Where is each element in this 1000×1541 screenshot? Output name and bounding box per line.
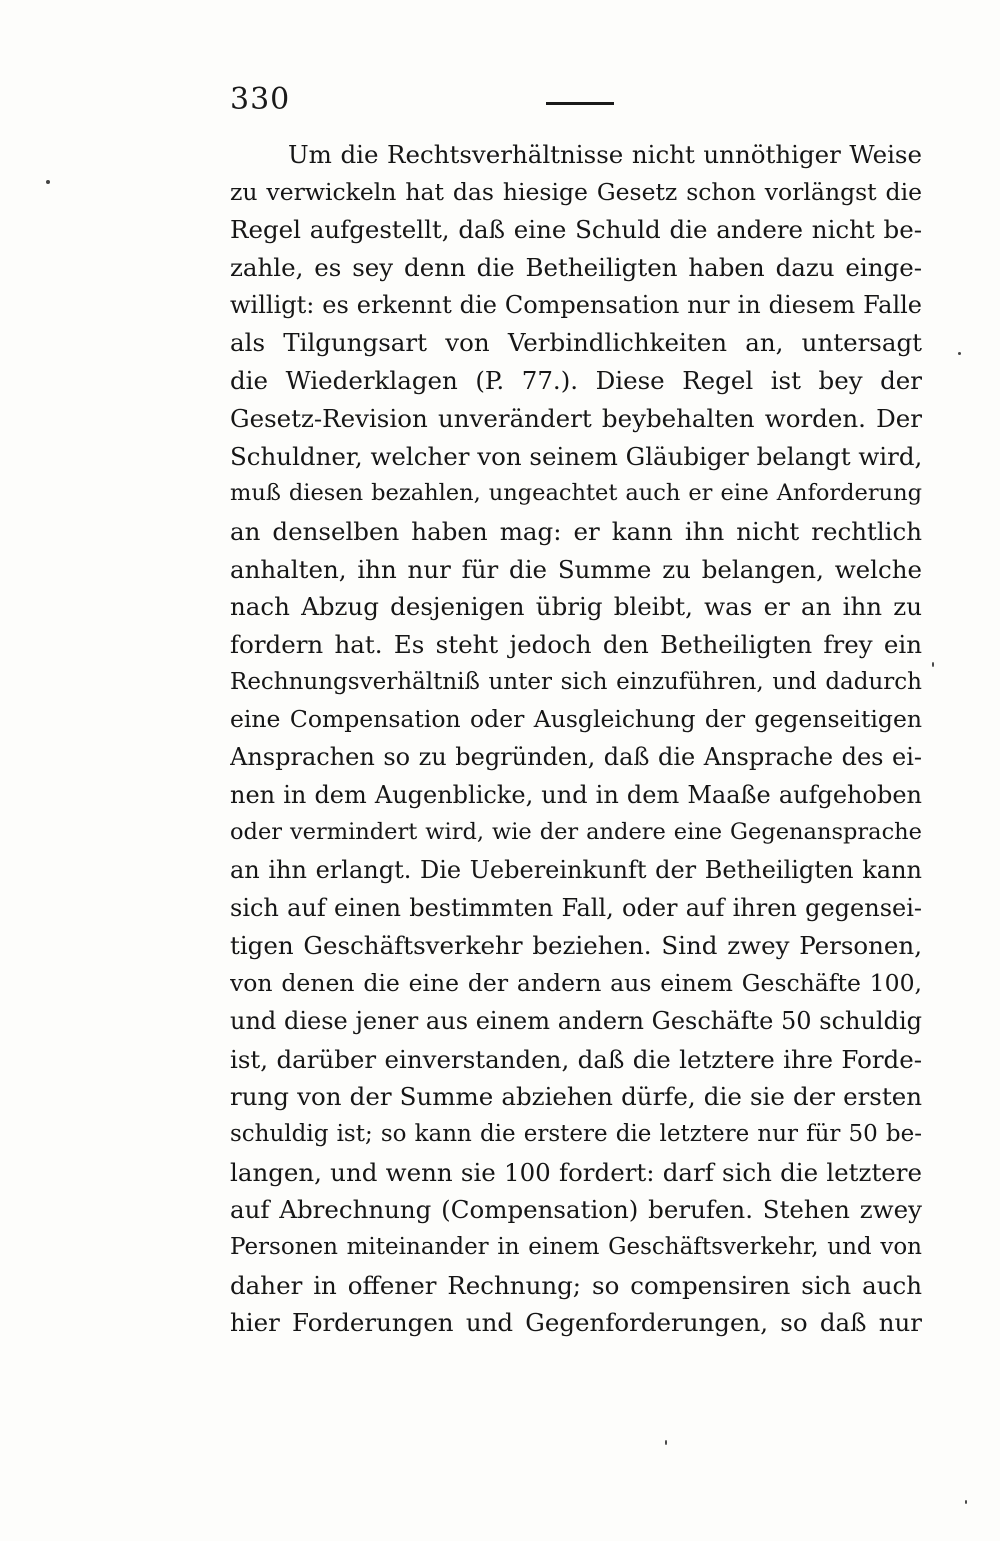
body-text bbox=[230, 136, 922, 1342]
text-line: nach Abzug desjenigen übrig bleibt, was er an ihn zu bbox=[230, 592, 922, 622]
text-line: die Wiederklagen (P. 77.). Diese Regel ist bey der bbox=[230, 366, 922, 396]
text-line: Gesetz-Revision unverändert beybehalten worden. Der bbox=[230, 403, 922, 433]
text-line: Schuldner, welcher von seinem Gläubiger belangt wird, bbox=[230, 441, 922, 471]
text-line: hier Forderungen und Gegenforderungen, so daß nur bbox=[230, 1308, 922, 1338]
text-line: nen in dem Augenblicke, und in dem Maaße aufgehoben bbox=[230, 780, 922, 809]
text-line: zahle, es sey denn die Betheiligten haben dazu einge- bbox=[230, 253, 922, 283]
print-speck bbox=[932, 662, 934, 667]
text-line: tigen Geschäftsverkehr beziehen. Sind zwey Personen, bbox=[230, 931, 922, 961]
text-line: auf Abrechnung (Compensation) berufen. Stehen zwey bbox=[230, 1195, 922, 1225]
text-line: Personen miteinander in einem Geschäftsverkehr, und von bbox=[230, 1233, 922, 1260]
print-speck bbox=[665, 1440, 667, 1445]
text-line: anhalten, ihn nur für die Summe zu belangen, welche bbox=[230, 554, 922, 584]
text-line: als Tilgungsart von Verbindlichkeiten an, untersagt bbox=[230, 328, 922, 358]
page-header bbox=[230, 80, 925, 124]
text-line: oder vermindert wird, wie der andere eine Gegenansprache bbox=[230, 819, 922, 846]
text-line: an ihn erlangt. Die Uebereinkunft der Betheiligten kann bbox=[230, 856, 922, 885]
page-number: 330 bbox=[230, 82, 291, 117]
text-line: an denselben haben mag: er kann ihn nicht rechtlich bbox=[230, 516, 922, 546]
text-line: Regel aufgestellt, daß eine Schuld die andere nicht be- bbox=[230, 215, 922, 245]
text-line: rung von der Summe abziehen dürfe, die sie der ersten bbox=[230, 1082, 922, 1112]
text-line: langen, und wenn sie 100 fordert: darf sich die letztere bbox=[230, 1157, 922, 1187]
text-line: schuldig ist; so kann die erstere die letztere nur für 50 be- bbox=[230, 1120, 922, 1147]
text-line: willigt: es erkennt die Compensation nur in diesem Falle bbox=[230, 290, 922, 319]
print-speck bbox=[958, 352, 961, 355]
text-line: zu verwickeln hat das hiesige Gesetz schon vorlängst die bbox=[230, 177, 922, 206]
text-line: und diese jener aus einem andern Geschäfte 50 schuldig bbox=[230, 1006, 922, 1035]
text-line: eine Compensation oder Ausgleichung der gegenseitigen bbox=[230, 705, 922, 734]
text-line: daher in offener Rechnung; so compensiren sich auch bbox=[230, 1270, 922, 1300]
text-line: von denen die eine der andern aus einem Geschäfte 100, bbox=[230, 969, 922, 998]
print-speck bbox=[46, 180, 50, 184]
text-line: Um die Rechtsverhältnisse nicht unnöthiger Weise bbox=[288, 140, 922, 169]
text-line: fordern hat. Es steht jedoch den Betheiligten frey ein bbox=[230, 629, 922, 659]
print-speck bbox=[965, 1500, 967, 1504]
header-rule bbox=[546, 102, 614, 105]
text-line: muß diesen bezahlen, ungeachtet auch er eine Anforderung bbox=[230, 480, 922, 507]
text-line: ist, darüber einverstanden, daß die letztere ihre Forde- bbox=[230, 1044, 922, 1074]
text-line: sich auf einen bestimmten Fall, oder auf ihren gegensei- bbox=[230, 893, 922, 922]
text-line: Rechnungsverhältniß unter sich einzuführen, und dadurch bbox=[230, 668, 922, 695]
text-line: Ansprachen so zu begründen, daß die Ansprache des ei- bbox=[230, 743, 922, 771]
